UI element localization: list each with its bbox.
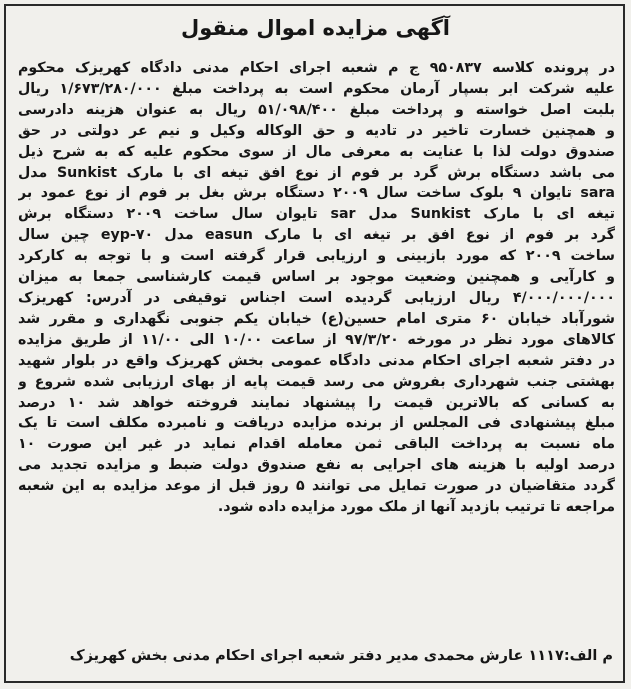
notice-line: درصد اولیه با هزینه های اجرایی به نفع صندوق دولت ضبط و مزایده تجدید می [18,457,615,474]
notice-line: در پرونده کلاسه ۹۵۰۸۳۷ ج م شعبه اجرای احکام مدنی دادگاه کهریزک محکوم [18,60,615,76]
notice-line: در دفتر شعبه اجرای احکام مدنی دادگاه عمومی بخش کهریزک واقع در بلوار شهید [18,352,615,369]
notice-footer: م الف:۱۱۱۷ عارش محمدی مدیر دفتر شعبه اجرای احکام مدنی بخش کهریزک [69,648,613,664]
notice-line: به کسانی که بالاترین قیمت را پیشنهاد نمایند فروخته خواهد شد ۱۰ درصد [18,394,615,411]
notice-line: گردد متقاضیان در صورت تمایل می توانند ۵ روز قبل از موعد مزایده به این شعبه [18,478,615,495]
notice-line: بلبت اصل خواسته و پرداخت مبلغ ۵۱/۰۹۸/۴۰۰ ریال به عنوان هزینه دادرسی [18,101,615,118]
notice-line: ساخت ۲۰۰۹ که مورد بازبینی و ارزیابی قرار گرفته است و با توجه به کارکرد [18,248,615,265]
notice-line: کالاهای مورد نظر در مورخه ۹۷/۳/۲۰ از ساعت ۱۰/۰۰ الی ۱۱/۰۰ از طریق مزایده [18,331,615,348]
notice-line: و کارآیی و همچنین وضعیت موجود بر اساس قیمت کارشناسی جمعا به میزان [18,269,615,286]
notice-line: و همچنین خسارت تاخیر در تادیه و حق الوکاله وکیل و نیم عر دولتی در حق [18,122,615,139]
notice-line: sara تایوان ۹ بلوک ساخت سال ۲۰۰۹ دستگاه برش بغل بر فوم از نوع عمود بر [18,185,615,202]
notice-line: بهشتی جنب شهرداری بفروش می رسد قیمت پایه از بهای ارزیابی شده شروع و [18,373,615,390]
notice-line: ۴/۰۰۰/۰۰۰/۰۰۰ ریال ارزیابی گردیده است اجناس توقیفی در آدرس: کهریزک [18,289,615,306]
notice-body [18,58,615,518]
notice-line: تیغه ای با مارک Sunkist مدل sar تایوان سال ساخت ۲۰۰۹ دستگاه برش [18,206,615,223]
notice-line: می باشد دستگاه برش گرد بر فوم از نوع افق تیغه ای با مارک Sunkist مدل [18,164,615,181]
notice-title: آگهی مزایده اموال منقول [181,16,450,40]
notice-line: ماه نسبت به پرداخت الباقی ثمن معامله اقدام نماید در غیر این صورت ۱۰ [18,436,615,453]
notice-line: گرد بر فوم از نوع افق بر تیغه ای با مارک easun مدل eyp-۷۰ چین سال [18,227,615,244]
notice-line: علیه شرکت ابر بسپار آرمان محکوم است به پرداخت مبلغ ۱/۶۷۳/۲۸۰/۰۰۰ ریال [18,80,615,97]
notice-line-last: مراجعه تا ترتیب بازدید آنها از ملک مورد مزایده داده شود. [217,499,615,516]
notice-line: شورآباد خیابان ۶۰ متری امام حسین(ع) خیابان یکم جنوبی نگهداری و مقرر شد [18,310,615,327]
notice-line: مبلغ پیشنهادی فی المجلس از برنده مزایده دریافت و نامبرده مکلف است تا یک [18,415,615,432]
notice-line: صندوق دولت لذا با عنایت به معرفی مال از سوی محکوم علیه که به شرح ذیل [18,143,615,160]
